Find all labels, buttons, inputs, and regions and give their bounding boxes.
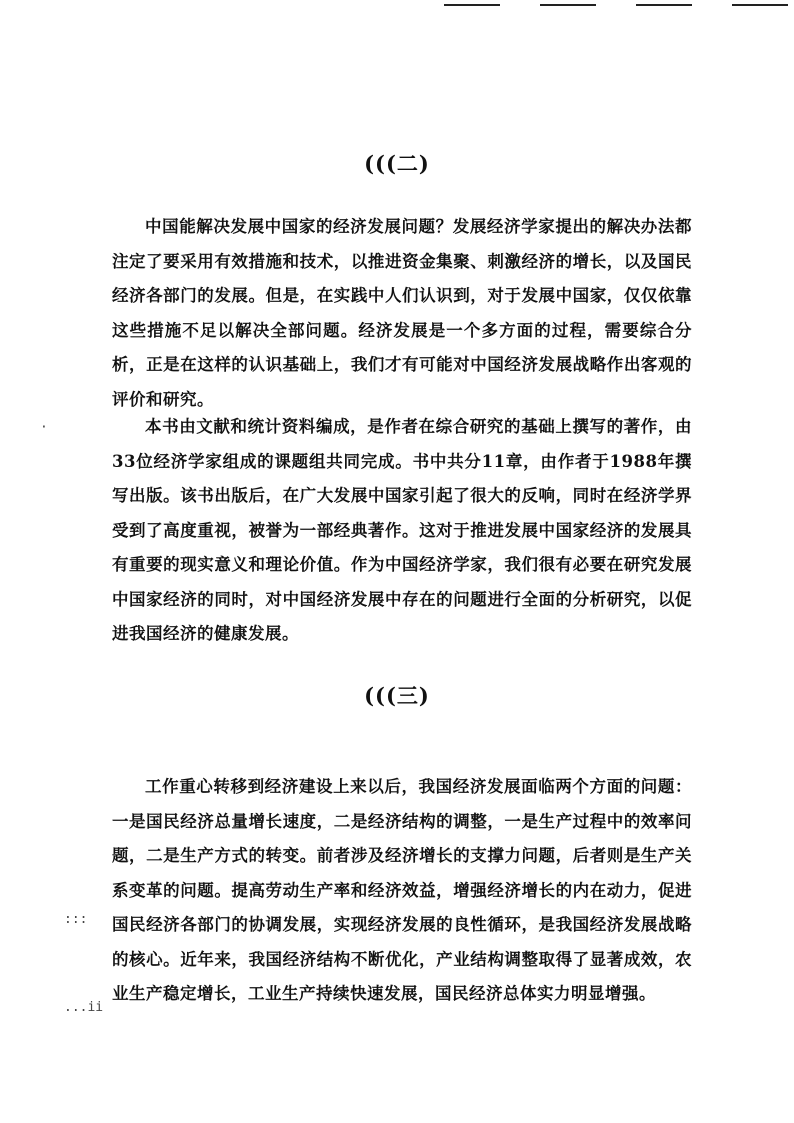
section-3-paragraph-1: 工作重心转移到经济建设上来以后，我国经济发展面临两个方面的问题：一是国民经济总量增长速度，二是经济结构的调整，一是生产过程中的效率问题，二是生产方式的转变。前者涉及经济增长的支撑力问题，后者则是生产关系变革的问题。提高劳动生产率和经济效益，增强经济增长的内在动力，促进国民经济各部门的协调发展，实现经济发展的良性循环，是我国经济发展战略的核心。近年来，我国经济结构不断优化，产业结构调整取得了显著成效，农业生产稳定增长，工业生产持续快速发展，国民经济总体实力明显增强。 — [112, 777, 692, 1003]
top-rule-1 — [444, 4, 500, 6]
section-2-paragraph-2: 本书由文献和统计资料编成，是作者在综合研究的基础上撰写的著作，由33位经济学家组成的课题组共同完成。书中共分11章，由作者于1988年撰写出版。该书出版后，在广大发展中国家引起了很大的反响，同时在经济学界受到了高度重视，被誉为一部经典著作。这对于推进发展中国家经济的发展具有重要的现实意义和理论价值。作为中国经济学家，我们很有必要在研究发展中国家经济的同时，对中国经济发展中存在的问题进行全面的分析研究，以促进我国经济的健康发展。 — [112, 417, 692, 643]
section-2-paragraph-1: 中国能解决发展中国家的经济发展问题？发展经济学家提出的解决办法都注定了要采用有效措施和技术，以推进资金集聚、刺激经济的增长，以及国民经济各部门的发展。但是，在实践中人们认识到，对于发展中国家，仅仅依靠这些措施不足以解决全部问题。经济发展是一个多方面的过程，需要综合分析，正是在这样的认识基础上，我们才有可能对中国经济发展战略作出客观的评价和研究。 — [112, 217, 692, 409]
section-heading-2: (((二) — [364, 151, 430, 176]
margin-left-dots: ::: — [64, 912, 88, 927]
top-rule-2 — [540, 4, 596, 6]
section-heading-3: (((三) — [364, 683, 430, 708]
margin-bottom-mark: ...ii — [64, 1000, 104, 1015]
top-rule-3 — [636, 4, 692, 6]
top-rule-4 — [732, 4, 788, 6]
margin-dot: · — [40, 420, 48, 435]
